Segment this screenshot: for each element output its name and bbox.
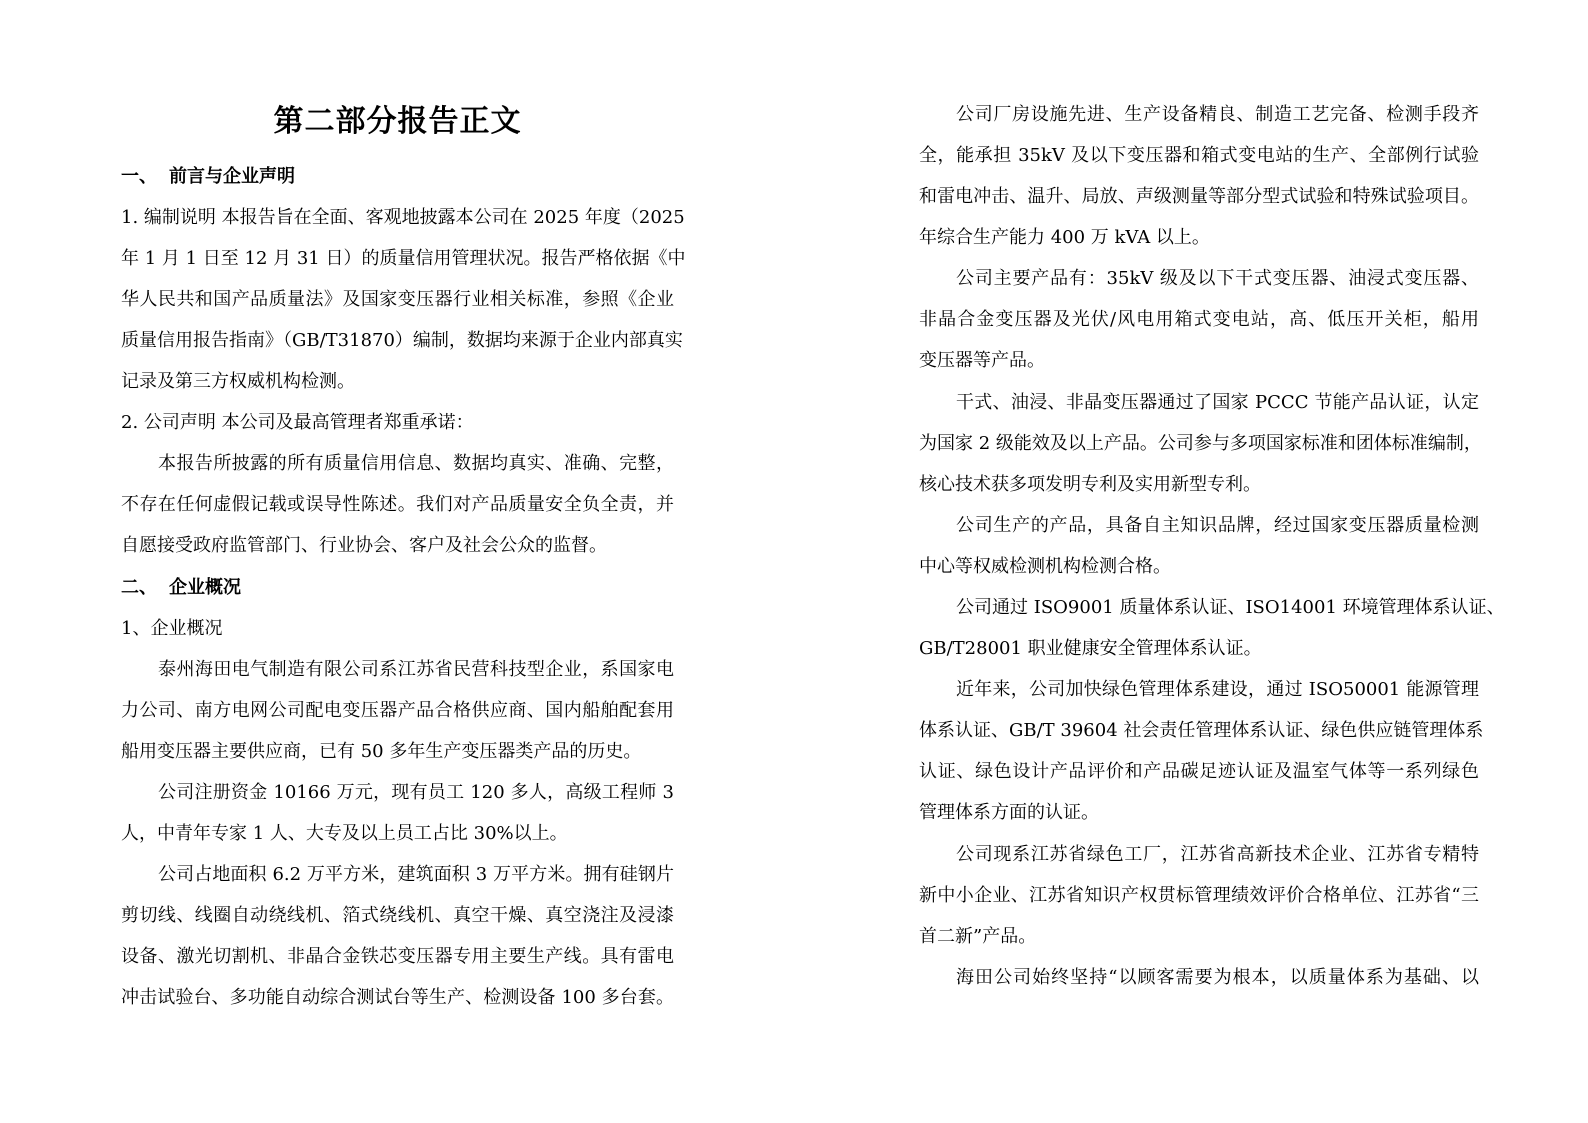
paragraph-line: 年 1 月 1 日至 12 月 31 日）的质量信用管理状况。报告严格依据《中 bbox=[121, 248, 686, 269]
section-title: 企业概况 bbox=[169, 577, 241, 598]
paragraph-line: 公司注册资金 10166 万元，现有员工 120 多人，高级工程师 3 bbox=[158, 782, 674, 803]
subsection-heading: 1、企业概况 bbox=[121, 618, 223, 639]
paragraph-line: 泰州海田电气制造有限公司系江苏省民营科技型企业，系国家电 bbox=[158, 659, 674, 680]
paragraph-line: 力公司、南方电网公司配电变压器产品合格供应商、国内船舶配套用 bbox=[121, 700, 674, 721]
paragraph-line: 剪切线、线圈自动绕线机、箔式绕线机、真空干燥、真空浇注及浸漆 bbox=[121, 905, 674, 926]
paragraph-line: 管理体系方面的认证。 bbox=[919, 802, 1099, 823]
paragraph-line: 本报告所披露的所有质量信用信息、数据均真实、准确、完整， bbox=[158, 453, 674, 474]
paragraph-line: 公司生产的产品，具备自主知识品牌，经过国家变压器质量检测 bbox=[956, 515, 1479, 536]
paragraph-line: 质量信用报告指南》（GB/T31870）编制，数据均来源于企业内部真实 bbox=[121, 330, 683, 351]
paragraph-line: 和雷电冲击、温升、局放、声级测量等部分型式试验和特殊试验项目。 bbox=[919, 186, 1479, 207]
paragraph-line: 首二新”产品。 bbox=[919, 926, 1037, 947]
paragraph-line: 为国家 2 级能效及以上产品。公司参与多项国家标准和团体标准编制， bbox=[919, 433, 1482, 454]
paragraph-line: 体系认证、GB/T 39604 社会责任管理体系认证、绿色供应链管理体系 bbox=[919, 720, 1484, 741]
paragraph-line: 自愿接受政府监管部门、行业协会、客户及社会公众的监督。 bbox=[121, 535, 607, 556]
paragraph-line: 变压器等产品。 bbox=[919, 350, 1045, 371]
paragraph-line: 近年来，公司加快绿色管理体系建设，通过 ISO50001 能源管理 bbox=[956, 679, 1479, 700]
paragraph-line: 公司现系江苏省绿色工厂，江苏省高新技术企业、江苏省专精特 bbox=[956, 844, 1479, 865]
paragraph-line: 核心技术获多项发明专利及实用新型专利。 bbox=[919, 474, 1261, 495]
paragraph-line: 干式、油浸、非晶变压器通过了国家 PCCC 节能产品认证，认定 bbox=[956, 392, 1479, 413]
paragraph-line: 年综合生产能力 400 万 kVA 以上。 bbox=[919, 227, 1210, 248]
paragraph-line: GB/T28001 职业健康安全管理体系认证。 bbox=[919, 638, 1262, 659]
paragraph-line: 新中小企业、江苏省知识产权贯标管理绩效评价合格单位、江苏省“三 bbox=[919, 885, 1479, 906]
section-heading-preface bbox=[121, 165, 295, 189]
section-heading-overview bbox=[121, 576, 241, 600]
paragraph-line: 非晶合金变压器及光伏/风电用箱式变电站，高、低压开关柜，船用 bbox=[919, 309, 1479, 330]
paragraph-line: 海田公司始终坚持“以顾客需要为根本，以质量体系为基础、以 bbox=[956, 967, 1479, 988]
paragraph-line: 1. 编制说明 本报告旨在全面、客观地披露本公司在 2025 年度（2025 bbox=[121, 207, 685, 228]
section-number: 一、 bbox=[121, 166, 157, 187]
paragraph-line: 认证、绿色设计产品评价和产品碳足迹认证及温室气体等一系列绿色 bbox=[919, 761, 1479, 782]
paragraph-line: 公司主要产品有：35kV 级及以下干式变压器、油浸式变压器、 bbox=[956, 268, 1479, 289]
paragraph-line: 公司占地面积 6.2 万平方米，建筑面积 3 万平方米。拥有硅钢片 bbox=[158, 864, 674, 885]
page-title: 第二部分报告正文 bbox=[273, 104, 522, 139]
paragraph-line: 人，中青年专家 1 人、大专及以上员工占比 30%以上。 bbox=[121, 823, 568, 844]
paragraph-line: 2. 公司声明 本公司及最高管理者郑重承诺： bbox=[121, 412, 474, 433]
section-number: 二、 bbox=[121, 577, 157, 598]
paragraph-line: 设备、激光切割机、非晶合金铁芯变压器专用主要生产线。具有雷电 bbox=[121, 946, 674, 967]
paragraph-line: 中心等权威检测机构检测合格。 bbox=[919, 556, 1171, 577]
paragraph-line: 公司厂房设施先进、生产设备精良、制造工艺完备、检测手段齐 bbox=[956, 104, 1479, 125]
paragraph-line: 不存在任何虚假记载或误导性陈述。我们对产品质量安全负全责，并 bbox=[121, 494, 674, 515]
paragraph-line: 船用变压器主要供应商，已有 50 多年生产变压器类产品的历史。 bbox=[121, 741, 642, 762]
paragraph-line: 全，能承担 35kV 及以下变压器和箱式变电站的生产、全部例行试验 bbox=[919, 145, 1479, 166]
paragraph-line: 华人民共和国产品质量法》及国家变压器行业相关标准，参照《企业 bbox=[121, 289, 674, 310]
paragraph-line: 冲击试验台、多功能自动综合测试台等生产、检测设备 100 多台套。 bbox=[121, 987, 674, 1008]
paragraph-line: 公司通过 ISO9001 质量体系认证、ISO14001 环境管理体系认证、 bbox=[956, 597, 1505, 618]
section-title: 前言与企业声明 bbox=[169, 166, 295, 187]
paragraph-line: 记录及第三方权威机构检测。 bbox=[121, 371, 355, 392]
